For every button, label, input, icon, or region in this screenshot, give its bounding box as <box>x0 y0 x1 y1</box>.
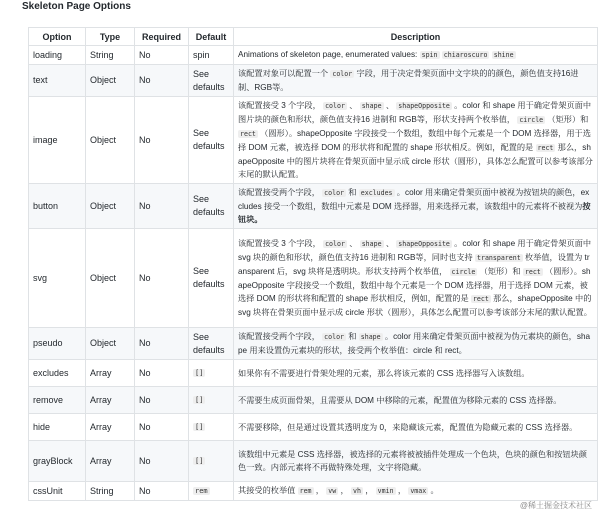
description-text: 、 <box>346 101 360 110</box>
required-cell: No <box>135 229 189 328</box>
required-cell: No <box>135 414 189 441</box>
option-cell: hide <box>29 414 86 441</box>
inline-code: color <box>324 189 345 197</box>
description-cell <box>234 46 598 65</box>
description-text: ， <box>313 486 327 495</box>
description-text: 。color 和 shape 用于确定骨架页面中 svg 块的颜色和形状，颜色值支持16 进制和 RGB等，同时也支持 <box>238 239 592 262</box>
type-cell: Array <box>86 360 135 387</box>
type-cell: String <box>86 482 135 501</box>
inline-code: circle <box>519 116 544 124</box>
inline-code: shapeOpposite <box>398 102 450 110</box>
description-text: 、 <box>383 239 397 248</box>
required-cell: No <box>135 328 189 360</box>
description-text: Animations of skeleton page, enumerated values: <box>238 50 420 59</box>
required-cell: No <box>135 441 189 482</box>
required-cell: No <box>135 65 189 97</box>
inline-code: vmax <box>410 487 427 495</box>
default-cell <box>189 441 234 482</box>
table-header-row <box>29 28 598 46</box>
required-cell: No <box>135 46 189 65</box>
description-text: ， <box>395 486 409 495</box>
description-text: 不需要移除，但是通过设置其透明度为 0，来隐藏该元素，配置值为隐藏元素的 CSS 选择器。 <box>238 422 578 432</box>
type-cell: Object <box>86 184 135 229</box>
description-text: 和 <box>346 332 359 341</box>
default-code: [] <box>195 396 204 404</box>
description-text: 字段，用于决定骨架页面中文字块的的颜色，颜色值支持16进制、RGB等。 <box>238 69 579 92</box>
type-cell: Object <box>86 328 135 360</box>
default-cell: See defaults <box>189 97 234 184</box>
required-cell: No <box>135 360 189 387</box>
default-code: [] <box>195 369 204 377</box>
type-cell: Object <box>86 65 135 97</box>
description-text: 。 <box>428 486 439 495</box>
option-cell: cssUnit <box>29 482 86 501</box>
inline-code: rect <box>537 144 554 152</box>
table-row <box>29 328 598 360</box>
table-row <box>29 482 598 501</box>
default-cell: See defaults <box>189 65 234 97</box>
header-option: Option <box>29 28 86 46</box>
description-text: （圆形）。shapeOpposite 字段接受一个数组，数组中每个元素是一个 DOM 选择器，用于选择 DOM 元素，被选择 DOM 的形状将和配置的 shape 形状相反。例如，配置的是 <box>238 129 591 152</box>
watermark: @稀土掘金技术社区 <box>519 501 592 510</box>
description-text: 该配置接受两个字段， <box>238 332 323 341</box>
table-row <box>29 229 598 328</box>
header-default: Default <box>189 28 234 46</box>
description-cell <box>234 97 598 184</box>
type-cell: Array <box>86 414 135 441</box>
description-cell <box>234 328 598 360</box>
table-row <box>29 441 598 482</box>
options-table <box>28 27 598 501</box>
description-text: 。color 用来确定骨架页面中被视为按钮块的颜色，excludes 接受一个数组，数组中元素是 DOM 选择器，用来选择元素，该数组中的元素将不被视为 <box>238 188 590 211</box>
description-text: 其接受的枚举值 <box>238 486 298 495</box>
table-row <box>29 46 598 65</box>
inline-code: rem <box>299 487 312 495</box>
inline-code: shape <box>360 333 381 341</box>
description-text: （圆形）。shapeOpposite 字段接受一个数组，数组中每个元素是一个 DOM 选择器，用于选择 DOM 元素，被选择 DOM 的形状将和配置的 shape 形状相反，例如，配置的是 <box>238 267 591 303</box>
required-cell: No <box>135 482 189 501</box>
description-text: ， <box>338 486 351 495</box>
option-cell: excludes <box>29 360 86 387</box>
type-cell: Object <box>86 97 135 184</box>
option-cell: remove <box>29 387 86 414</box>
default-cell: spin <box>189 46 234 65</box>
inline-code: excludes <box>360 189 393 197</box>
inline-code: rect <box>472 295 489 303</box>
description-text: （矩形）和 <box>477 267 523 276</box>
inline-code: color <box>324 333 345 341</box>
description-text: 、 <box>383 101 397 110</box>
table-row <box>29 184 598 229</box>
default-cell: See defaults <box>189 328 234 360</box>
option-cell: svg <box>29 229 86 328</box>
header-type: Type <box>86 28 135 46</box>
required-cell: No <box>135 387 189 414</box>
description-text: 该配置对象可以配置一个 <box>238 69 331 78</box>
description-text: 。color 用来确定骨架页面中被视为伪元素块的颜色，shape 用来设置伪元素块的形状，接受两个枚举值：circle 和 rect。 <box>238 332 591 355</box>
default-cell <box>189 482 234 501</box>
default-code: rem <box>195 487 208 495</box>
default-cell: See defaults <box>189 184 234 229</box>
description-text: 如果你有不需要进行骨架处理的元素，那么将该元素的 CSS 选择器写入该数组。 <box>238 368 530 378</box>
table-row <box>29 387 598 414</box>
description-cell <box>234 387 598 414</box>
option-cell: grayBlock <box>29 441 86 482</box>
description-text: 该数组中元素是 CSS 选择器，被选择的元素将被被插件处理成一个色块，色块的颜色和按钮块颜色一致。内部元素将不再做特殊处理，文字将隐藏。 <box>238 450 587 472</box>
inline-code: shape <box>361 240 382 248</box>
default-cell <box>189 414 234 441</box>
table-row <box>29 360 598 387</box>
type-cell: Object <box>86 229 135 328</box>
inline-code: shine <box>493 51 514 59</box>
option-cell: image <box>29 97 86 184</box>
bold-text: 按钮块。 <box>238 202 591 224</box>
table-row <box>29 414 598 441</box>
inline-code: shape <box>361 102 382 110</box>
description-text: 那么，shapeOpposite 中的 svg 块将在骨架页面中显示成 circle 形状（圆形），具体怎么配置可以参考该部分末尾的默认配置。 <box>238 294 592 317</box>
description-text: 和 <box>346 188 359 197</box>
inline-code: shapeOpposite <box>398 240 450 248</box>
description-text: 、 <box>346 239 360 248</box>
default-cell: See defaults <box>189 229 234 328</box>
required-cell: No <box>135 184 189 229</box>
description-text: 枚举值，设置为 transparent 后，svg 块将是透明块。形状支持两个枚举值， <box>238 253 590 276</box>
description-text: 该配置接受 3 个字段， <box>238 101 324 110</box>
table-body <box>29 46 598 501</box>
description-cell <box>234 414 598 441</box>
option-cell: loading <box>29 46 86 65</box>
type-cell: Array <box>86 387 135 414</box>
description-text: 不需要生成页面骨架，且需要从 DOM 中移除的元素，配置值为移除元素的 CSS 选择器。 <box>238 395 562 405</box>
inline-code: rect <box>524 268 541 276</box>
inline-code: color <box>325 102 345 110</box>
inline-code: rect <box>240 130 256 138</box>
table-row <box>29 65 598 97</box>
description-text: ， <box>362 486 376 495</box>
description-cell <box>234 229 598 328</box>
default-code: [] <box>195 423 204 431</box>
description-text: 那么，shapeOpposite 中的图片块将在骨架页面中显示成 circle 形状（圆形），具体怎么配置可以参考该部分末尾的默认配置。 <box>238 143 593 179</box>
description-text: 该配置接受两个字段， <box>238 188 323 197</box>
table-row <box>29 97 598 184</box>
option-cell: text <box>29 65 86 97</box>
description-cell <box>234 184 598 229</box>
inline-code: color <box>332 70 353 78</box>
description-cell <box>234 482 598 501</box>
inline-code: transparent <box>477 254 521 262</box>
header-required: Required <box>135 28 189 46</box>
inline-code: vw <box>328 487 337 495</box>
default-code: [] <box>195 457 204 465</box>
option-cell: pseudo <box>29 328 86 360</box>
default-cell <box>189 360 234 387</box>
description-text: （矩形）和 <box>545 115 589 124</box>
type-cell: Array <box>86 441 135 482</box>
type-cell: String <box>86 46 135 65</box>
description-cell <box>234 441 598 482</box>
header-description: Description <box>234 28 598 46</box>
required-cell: No <box>135 97 189 184</box>
description-cell <box>234 360 598 387</box>
inline-code: circle <box>451 268 476 276</box>
section-title: Skeleton Page Options <box>22 1 131 12</box>
inline-code: spin <box>421 51 438 59</box>
inline-code: vmin <box>377 487 394 495</box>
option-cell: button <box>29 184 86 229</box>
inline-code: chiaroscuro <box>443 51 488 59</box>
inline-code: vh <box>352 487 361 495</box>
default-cell <box>189 387 234 414</box>
description-text: 。color 和 shape 用于确定骨架页面中图片块的颜色和形状，颜色值支持16 进制和 RGB等，形状支持两个枚举值， <box>238 101 592 124</box>
description-cell <box>234 65 598 97</box>
description-text: 该配置接受 3 个字段， <box>238 239 324 248</box>
inline-code: color <box>325 240 345 248</box>
